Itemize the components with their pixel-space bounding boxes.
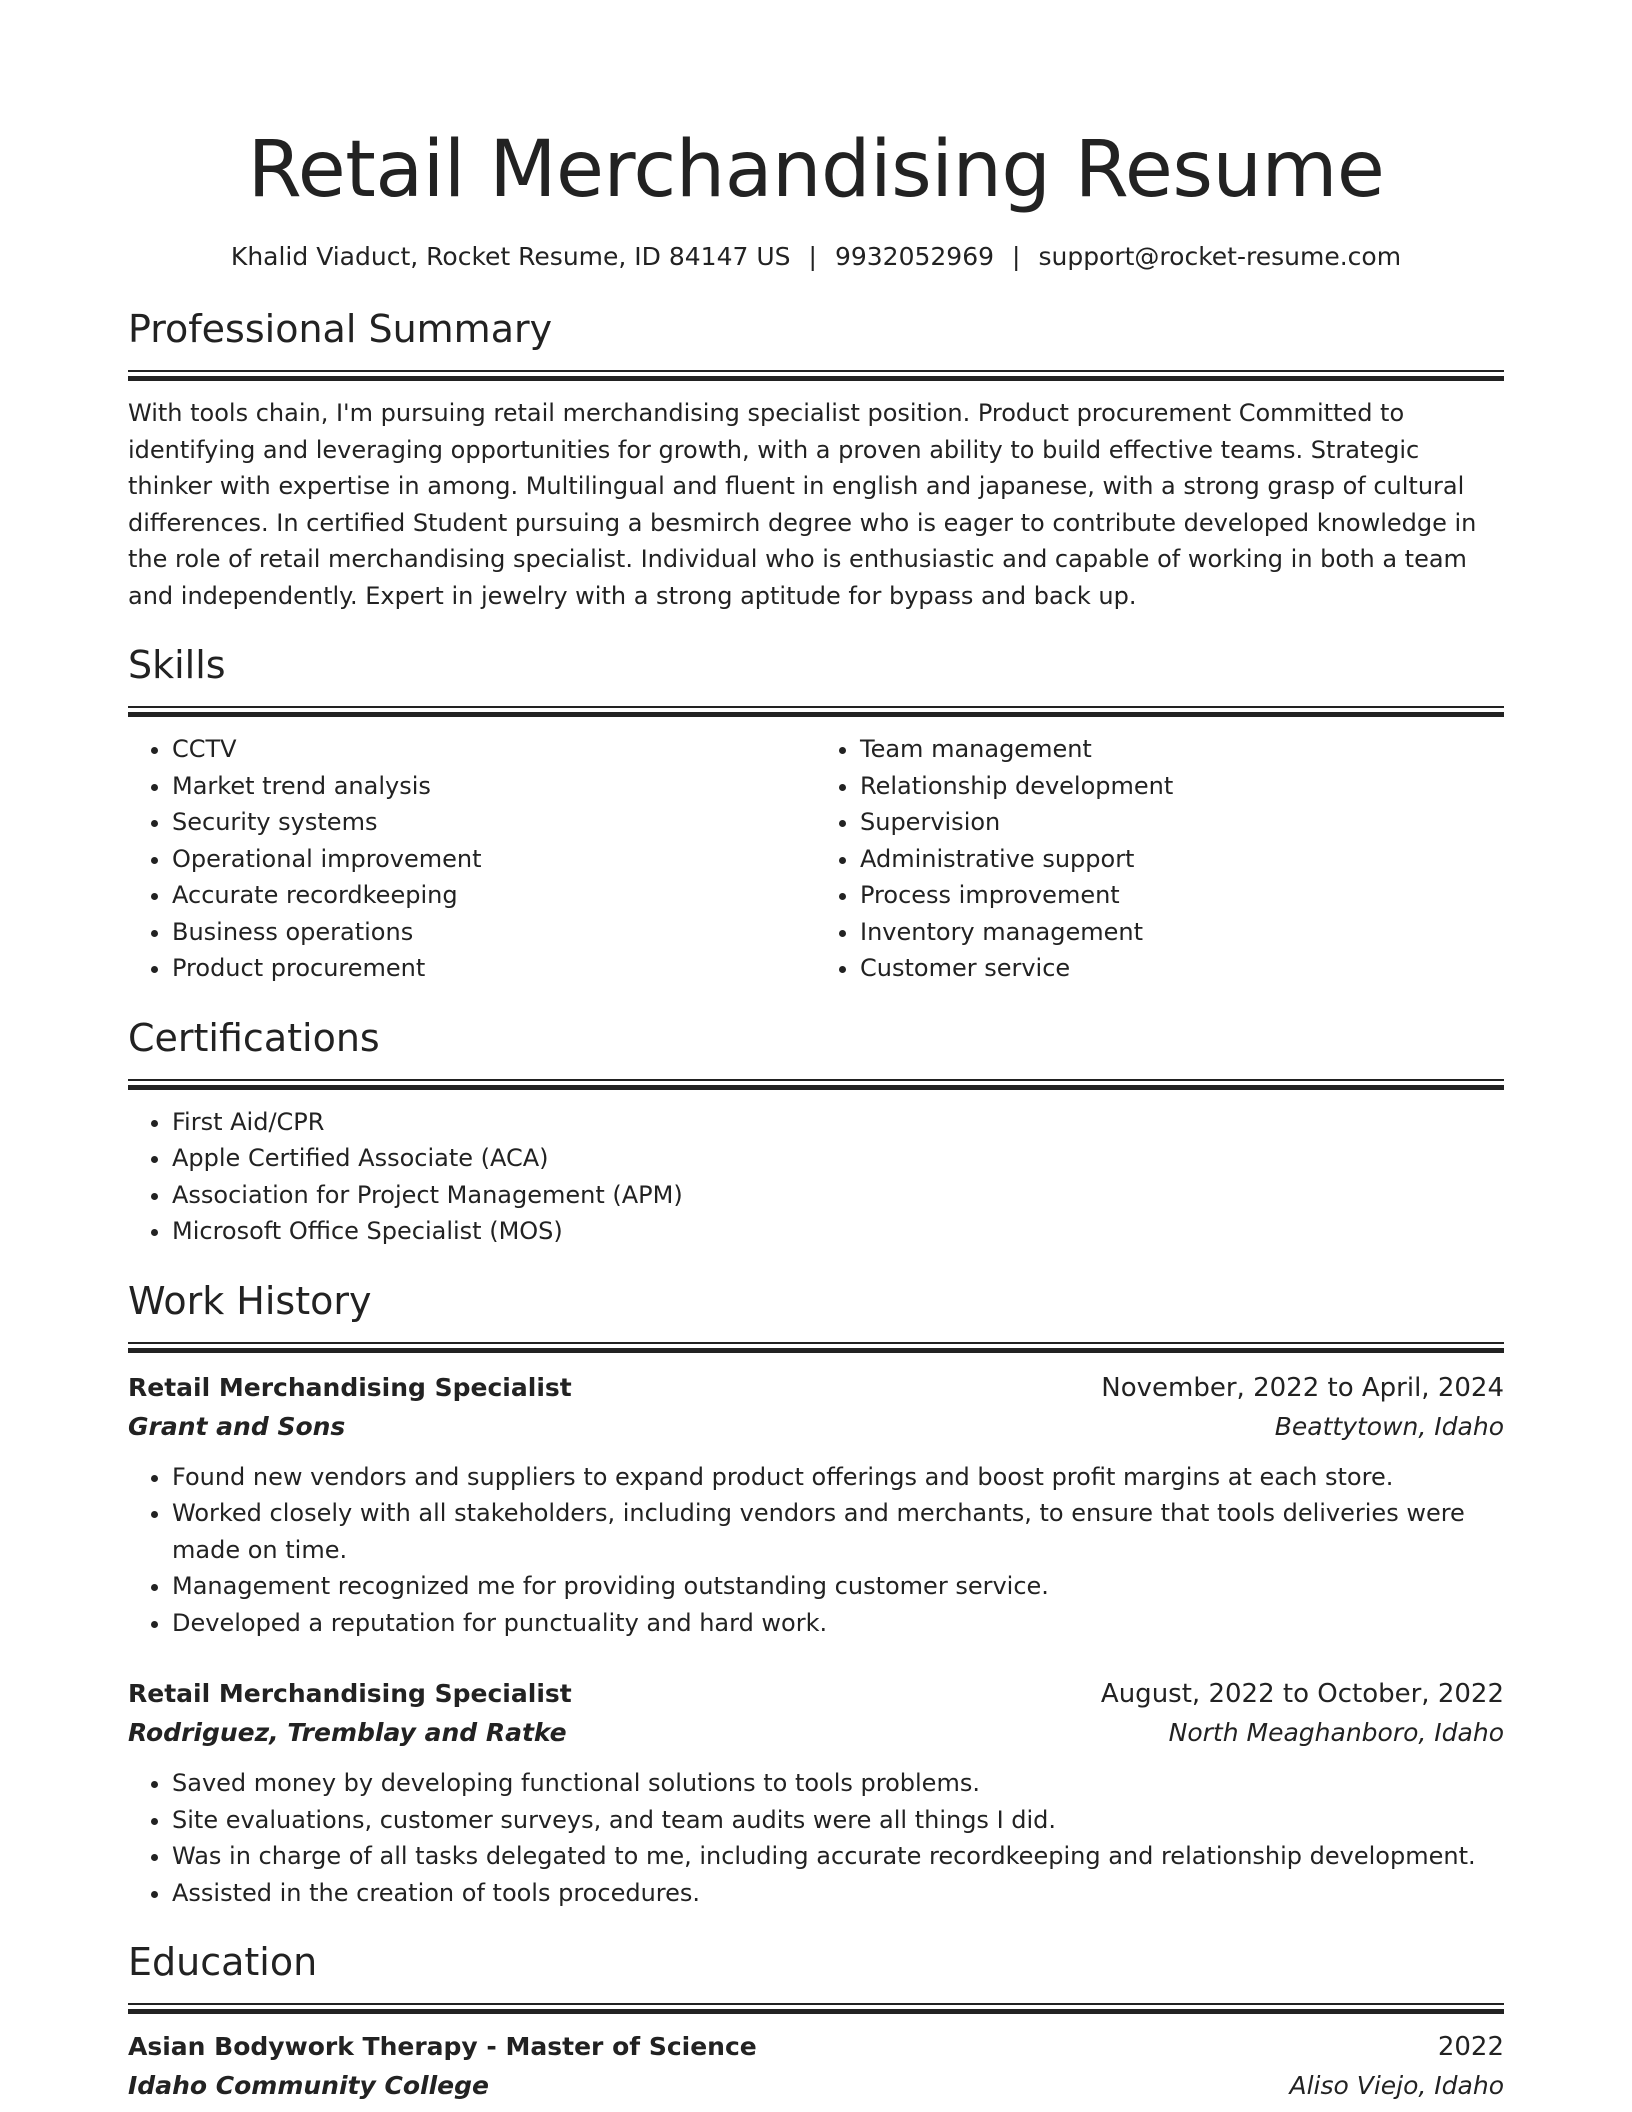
certification-item: • Apple Certified Associate (ACA) — [172, 1140, 1504, 1177]
job-company-row — [128, 1407, 1504, 1447]
education-heading: Education — [128, 1940, 318, 1984]
education-section — [128, 1937, 1504, 2106]
job-dates: August, 2022 to October, 2022 — [1100, 1679, 1504, 1709]
section-divider — [128, 2003, 1504, 2014]
section-divider — [128, 370, 1504, 381]
job-bullet: • Worked closely with all stakeholders, including vendors and merchants, to ensure that tools deliveries were made on time. — [172, 1495, 1504, 1568]
certifications-heading: Certifications — [128, 1015, 380, 1060]
job-bullet: • Assisted in the creation of tools procedures. — [172, 1875, 1504, 1912]
certification-item: • Association for Project Management (APM) — [172, 1177, 1504, 1214]
skill-item: • Team management — [860, 731, 1504, 768]
summary-section — [128, 304, 1504, 614]
contact-phone: 9932052969 — [834, 242, 995, 271]
job-bullet: • Was in charge of all tasks delegated to me, including accurate recordkeeping and relationship development. — [172, 1838, 1504, 1875]
contact-email: support@rocket-resume.com — [1038, 242, 1402, 271]
skill-item: • Product procurement — [172, 950, 816, 987]
education-header-row — [128, 2028, 1504, 2066]
contact-line — [128, 240, 1504, 274]
resume-title: Retail Merchandising Resume — [247, 125, 1385, 215]
skill-item: • Process improvement — [860, 877, 1504, 914]
education-school: Idaho Community College — [128, 2071, 489, 2100]
education-location: Aliso Viejo, Idaho — [1289, 2071, 1504, 2100]
job-header-row — [128, 1675, 1504, 1713]
skill-item: • Relationship development — [860, 768, 1504, 805]
certifications-section — [128, 1013, 1504, 1250]
job-title: Retail Merchandising Specialist — [128, 1679, 572, 1708]
summary-text: With tools chain, I'm pursuing retail merchandising specialist position. Product procurement Committed to identifying and leveraging opportunities for growth, with a proven ability to build effective teams. Strategic thinker with expertise in among. Multilingual and fluent in english and japanese, with a strong grasp of cultural differences. In certified Student pursuing a besmirch degree who is eager to contribute developed knowledge in the role of retail merchandising specialist. Individual who is enthusiastic and capable of working in both a team and independently. Expert in jewelry with a strong aptitude for bypass and back up. — [128, 399, 1477, 610]
skill-item: • Administrative support — [860, 841, 1504, 878]
education-year: 2022 — [1437, 2032, 1504, 2062]
skills-heading: Skills — [128, 643, 226, 687]
job-header-row — [128, 1369, 1504, 1407]
section-divider — [128, 1342, 1504, 1353]
skills-columns — [128, 731, 1504, 987]
work-history-heading: Work History — [128, 1278, 372, 1323]
job-bullets — [128, 1765, 1504, 1911]
job-entry — [128, 1675, 1504, 1911]
skills-list-left — [128, 731, 816, 987]
certification-item: • First Aid/CPR — [172, 1104, 1504, 1141]
section-divider — [128, 1079, 1504, 1090]
education-school-row — [128, 2066, 1504, 2106]
skill-item: • Operational improvement — [172, 841, 816, 878]
skill-item: • Business operations — [172, 914, 816, 951]
job-location: Beattytown, Idaho — [1274, 1411, 1504, 1441]
job-title: Retail Merchandising Specialist — [128, 1372, 572, 1402]
resume-page — [128, 0, 1504, 2106]
job-company-row — [128, 1713, 1504, 1753]
section-divider — [128, 706, 1504, 717]
skills-list-right — [816, 731, 1504, 987]
job-bullets — [128, 1459, 1504, 1642]
skills-section — [128, 640, 1504, 987]
skill-item: • Customer service — [860, 950, 1504, 987]
job-bullet: • Saved money by developing functional solutions to tools problems. — [172, 1765, 1504, 1802]
education-degree: Asian Bodywork Therapy - Master of Science — [128, 2032, 757, 2061]
job-entry — [128, 1369, 1504, 1642]
job-bullet: • Management recognized me for providing outstanding customer service. — [172, 1568, 1504, 1605]
skill-item: • Accurate recordkeeping — [172, 877, 816, 914]
job-location: North Meaghanboro, Idaho — [1168, 1718, 1504, 1747]
skill-item: • Inventory management — [860, 914, 1504, 951]
skill-item: • Supervision — [860, 804, 1504, 841]
job-bullet: • Site evaluations, customer surveys, and team audits were all things I did. — [172, 1802, 1504, 1839]
job-company: Rodriguez, Tremblay and Ratke — [128, 1718, 567, 1747]
skill-item: • CCTV — [172, 731, 816, 768]
skill-item: • Security systems — [172, 804, 816, 841]
skill-item: • Market trend analysis — [172, 768, 816, 805]
education-entry — [128, 2028, 1504, 2106]
job-bullet: • Developed a reputation for punctuality and hard work. — [172, 1605, 1504, 1642]
contact-address: Khalid Viaduct, Rocket Resume, ID 84147 US — [230, 242, 791, 271]
job-dates: November, 2022 to April, 2024 — [1101, 1372, 1504, 1403]
contact-separator: | — [808, 242, 817, 271]
work-history-section — [128, 1276, 1504, 1912]
certification-item: • Microsoft Office Specialist (MOS) — [172, 1213, 1504, 1250]
certifications-list — [128, 1104, 1504, 1250]
summary-heading: Professional Summary — [128, 307, 553, 351]
job-company: Grant and Sons — [128, 1411, 346, 1441]
job-bullet: • Found new vendors and suppliers to expand product offerings and boost profit margins at each store. — [172, 1459, 1504, 1496]
contact-separator: | — [1012, 242, 1021, 271]
